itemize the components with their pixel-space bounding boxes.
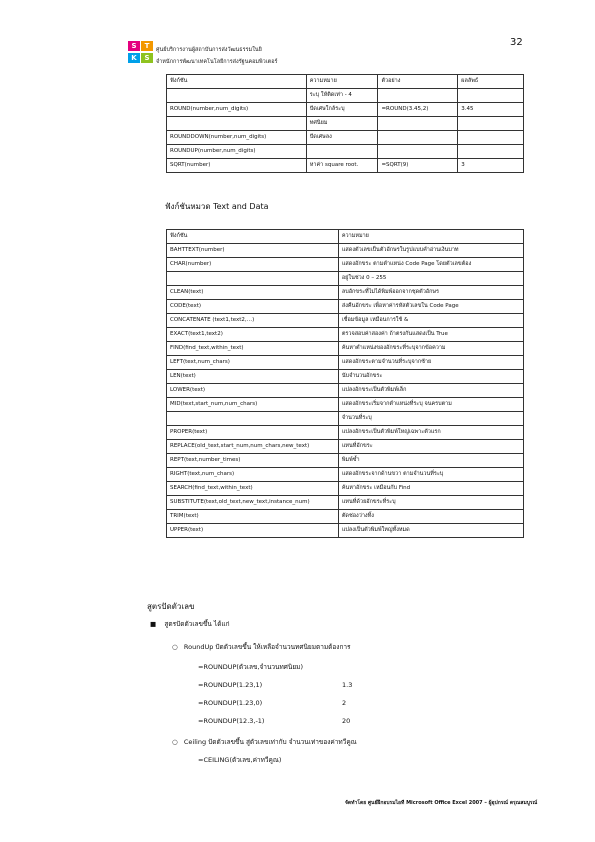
table-cell-fn: UPPER(text) bbox=[167, 524, 339, 538]
table-row bbox=[167, 117, 524, 131]
table-cell-fn: CONCATENATE (text1,text2,…) bbox=[167, 314, 339, 328]
table-row bbox=[167, 440, 524, 454]
table-cell-meaning: แสดงอักขระ ตามตำแหน่ง Code Page โดยตัวเลขต้อง bbox=[338, 258, 523, 272]
table-row bbox=[167, 272, 524, 286]
table-cell-fn: CHAR(number) bbox=[167, 258, 339, 272]
table-cell-meaning: ทศนิยม bbox=[306, 117, 378, 131]
table-cell-fn: CODE(text) bbox=[167, 300, 339, 314]
circle-bullet-icon: ○ bbox=[172, 643, 178, 651]
table-cell-fn: LEN(text) bbox=[167, 370, 339, 384]
table-row bbox=[167, 131, 524, 145]
table-header-cell: ฟังก์ชัน bbox=[167, 230, 339, 244]
table-cell-meaning: ตรวจสอบค่าสองค่า ถ้าตรงกันแสดงเป็น True bbox=[338, 328, 523, 342]
roundup-syntax: =ROUNDUP(ตัวเลข,จำนวนทศนิยม) bbox=[198, 663, 303, 671]
roundup-example-2-result: 2 bbox=[342, 699, 347, 707]
table-cell-meaning: ปัดเศษลง bbox=[306, 131, 378, 145]
table-cell-example bbox=[378, 117, 458, 131]
table-header-cell: ผลลัพธ์ bbox=[458, 75, 524, 89]
table-cell-meaning: พิมพ์ซ้ำ bbox=[338, 454, 523, 468]
table-cell-meaning: ส่งคืนอักขระ เพื่อหาค่ารหัสตัวเลขใน Code Page bbox=[338, 300, 523, 314]
table-cell-meaning: แปลงเป็นตัวพิมพ์ใหญ่ทั้งหมด bbox=[338, 524, 523, 538]
table-cell-fn: SUBSTITUTE(text,old_text,new_text,instance_num) bbox=[167, 496, 339, 510]
table-cell-fn: REPT(text,number_times) bbox=[167, 454, 339, 468]
logo-tile: S bbox=[141, 53, 153, 63]
table-row bbox=[167, 398, 524, 412]
roundup-example-2-formula: =ROUNDUP(1.23,0) bbox=[198, 699, 263, 707]
table-header-cell: ฟังก์ชัน bbox=[167, 75, 307, 89]
table-cell-result bbox=[458, 117, 524, 131]
table-cell-meaning: ลบอักขระที่ไม่ได้พิมพ์ออกจากชุดตัวอักษร bbox=[338, 286, 523, 300]
table-row bbox=[167, 103, 524, 117]
logo bbox=[128, 37, 154, 71]
table-cell-meaning: แสดงตัวเลขเป็นตัวอักษรในรูปแบบคำอ่านเงินบาท bbox=[338, 244, 523, 258]
table-row bbox=[167, 159, 524, 173]
table-cell-meaning: จำนวนที่ระบุ bbox=[338, 412, 523, 426]
header-text bbox=[156, 44, 277, 68]
table-row bbox=[167, 454, 524, 468]
table-cell-result bbox=[458, 89, 524, 103]
table-cell-meaning: แทนที่ด้วยอักขระที่ระบุ bbox=[338, 496, 523, 510]
header-line-2: จำหนักการพัฒนาเทคโนโลยีการส่งรัฐนคอมพิวเตอร์ bbox=[156, 59, 278, 65]
table-row bbox=[167, 314, 524, 328]
page-number: 32 bbox=[510, 37, 523, 48]
table-cell-fn: CLEAN(text) bbox=[167, 286, 339, 300]
text-functions-table bbox=[166, 229, 524, 538]
table-row bbox=[167, 524, 524, 538]
table-row bbox=[167, 468, 524, 482]
table-cell-example: =SQRT(9) bbox=[378, 159, 458, 173]
table-cell-fn: LEFT(text,num_chars) bbox=[167, 356, 339, 370]
roundup-example-3-formula: =ROUNDUP(12.3,-1) bbox=[198, 717, 265, 725]
table-header-cell: ความหมาย bbox=[306, 75, 378, 89]
table-cell-fn: EXACT(text1,text2) bbox=[167, 328, 339, 342]
table-cell-meaning: แสดงอักขระจากด้านขวา ตามจำนวนที่ระบุ bbox=[338, 468, 523, 482]
table-row bbox=[167, 342, 524, 356]
roundup-description: RoundUp ปัดตัวเลขขึ้น ให้เหลือจำนวนทศนิยมตามต้องการ bbox=[183, 643, 351, 651]
table-row bbox=[167, 89, 524, 103]
table-cell-meaning: แปลงอักขระเป็นตัวพิมพ์ใหญ่เฉพาะตัวแรก bbox=[338, 426, 523, 440]
table-cell-meaning: ตัดช่องว่างทิ้ง bbox=[338, 510, 523, 524]
table-cell-fn: ROUND(number,num_digits) bbox=[167, 103, 307, 117]
roundup-item bbox=[172, 641, 351, 653]
table-cell-result: 3 bbox=[458, 159, 524, 173]
table-cell-fn: SQRT(number) bbox=[167, 159, 307, 173]
table-cell-example: =ROUND(3.45,2) bbox=[378, 103, 458, 117]
table-row bbox=[167, 384, 524, 398]
table-cell-meaning: นับจำนวนอักขระ bbox=[338, 370, 523, 384]
table-header-cell: ตัวอย่าง bbox=[378, 75, 458, 89]
header-line-1: ศูนย์บริการงานผู้สถาบันการส่งวัฒนธรรมในยิ bbox=[156, 47, 262, 53]
table-cell-fn: FIND(find_text,within_text) bbox=[167, 342, 339, 356]
roundup-example-1-formula: =ROUNDUP(1.23,1) bbox=[198, 681, 263, 689]
table-row bbox=[167, 356, 524, 370]
table-row bbox=[167, 145, 524, 159]
table-cell-meaning: อยู่ในช่วง 0 – 255 bbox=[338, 272, 523, 286]
table-cell-fn bbox=[167, 117, 307, 131]
table-row bbox=[167, 300, 524, 314]
table-cell-meaning: แสดงอักขระเริ่มจากตำแหน่งที่ระบุ จนครบตาม bbox=[338, 398, 523, 412]
table-row bbox=[167, 496, 524, 510]
ceiling-item bbox=[172, 736, 357, 748]
ceiling-syntax: =CEILING(ตัวเลข,ค่าทวีคูณ) bbox=[198, 756, 282, 764]
bullet-text: สูตรปัดตัวเลขขึ้น ได้แก่ bbox=[164, 620, 230, 628]
table-cell-fn: BAHTTEXT(number) bbox=[167, 244, 339, 258]
table-cell-meaning: ปัดเศษใกล้ระบุ bbox=[306, 103, 378, 117]
table-row bbox=[167, 244, 524, 258]
section-title-rounding: สูตรปัดตัวเลข bbox=[147, 602, 195, 611]
table-row bbox=[167, 286, 524, 300]
table-cell-meaning: ระบุ ให้ติดเท่า - 4 bbox=[306, 89, 378, 103]
table-cell-fn: PROPER(text) bbox=[167, 426, 339, 440]
table-row bbox=[167, 412, 524, 426]
table-cell-meaning: ค้นหาตำแหน่งของอักขระที่ระบุจากข้อความ bbox=[338, 342, 523, 356]
table-cell-result bbox=[458, 145, 524, 159]
table-cell-result bbox=[458, 131, 524, 145]
table-cell-meaning: ค้นหาอักขระ เหมือนกับ Find bbox=[338, 482, 523, 496]
table-cell-meaning: แปลงอักขระเป็นตัวพิมพ์เล็ก bbox=[338, 384, 523, 398]
square-bullet-icon: ■ bbox=[150, 620, 157, 628]
table-cell-example bbox=[378, 131, 458, 145]
roundup-example-3-result: 20 bbox=[342, 717, 351, 725]
table-cell-meaning: แทนที่อักขระ bbox=[338, 440, 523, 454]
ceiling-description: Ceiling ปัดตัวเลขขึ้น สู่ตัวเลขเท่ากับ จำนวนเท่าของค่าทวีคูณ bbox=[183, 738, 357, 746]
table-row bbox=[167, 426, 524, 440]
roundup-example-1-result: 1.3 bbox=[342, 681, 353, 689]
table-cell-fn bbox=[167, 89, 307, 103]
table-cell-fn: TRIM(text) bbox=[167, 510, 339, 524]
circle-bullet-icon: ○ bbox=[172, 738, 178, 746]
table-cell-meaning bbox=[306, 145, 378, 159]
table-cell-result: 3.45 bbox=[458, 103, 524, 117]
table-header-cell: ความหมาย bbox=[338, 230, 523, 244]
table-cell-meaning: หาค่า square root. bbox=[306, 159, 378, 173]
table-cell-fn: ROUNDUP(number,num_digits) bbox=[167, 145, 307, 159]
bullet-item bbox=[150, 618, 230, 630]
table-row bbox=[167, 482, 524, 496]
table-cell-fn: LOWER(text) bbox=[167, 384, 339, 398]
table-cell-meaning: แสดงอักขระตามจำนวนที่ระบุจากซ้าย bbox=[338, 356, 523, 370]
section-title-text-data: ฟังก์ชันหมวด Text and Data bbox=[165, 202, 269, 211]
table-cell-fn bbox=[167, 272, 339, 286]
table-row bbox=[167, 370, 524, 384]
table-cell-fn: RIGHT(text,num_chars) bbox=[167, 468, 339, 482]
logo-tile: K bbox=[128, 53, 140, 63]
table-cell-fn bbox=[167, 412, 339, 426]
table-cell-fn: SEARCH(find_text,within_text) bbox=[167, 482, 339, 496]
table-cell-example bbox=[378, 145, 458, 159]
math-functions-table bbox=[166, 74, 524, 173]
table-cell-meaning: เชื่อมข้อมูล เหมือนการใช้ & bbox=[338, 314, 523, 328]
table-cell-fn: ROUNDDOWN(number,num_digits) bbox=[167, 131, 307, 145]
table-header-row bbox=[167, 75, 524, 89]
table-cell-example bbox=[378, 89, 458, 103]
logo-tile: T bbox=[141, 41, 153, 51]
footer-text: จัดทำโดย ศูนย์ฝึกอบรมไอที Microsoft Office Excel 2007 – ผู้อุปกรณ์ ดรุณสมบูรณ์ bbox=[345, 800, 538, 806]
table-row bbox=[167, 258, 524, 272]
table-header-row bbox=[167, 230, 524, 244]
table-row bbox=[167, 328, 524, 342]
table-cell-fn: REPLACE(old_text,start_num,num_chars,new_text) bbox=[167, 440, 339, 454]
table-cell-fn: MID(text,start_num,num_chars) bbox=[167, 398, 339, 412]
table-row bbox=[167, 510, 524, 524]
logo-tile: S bbox=[128, 41, 140, 51]
